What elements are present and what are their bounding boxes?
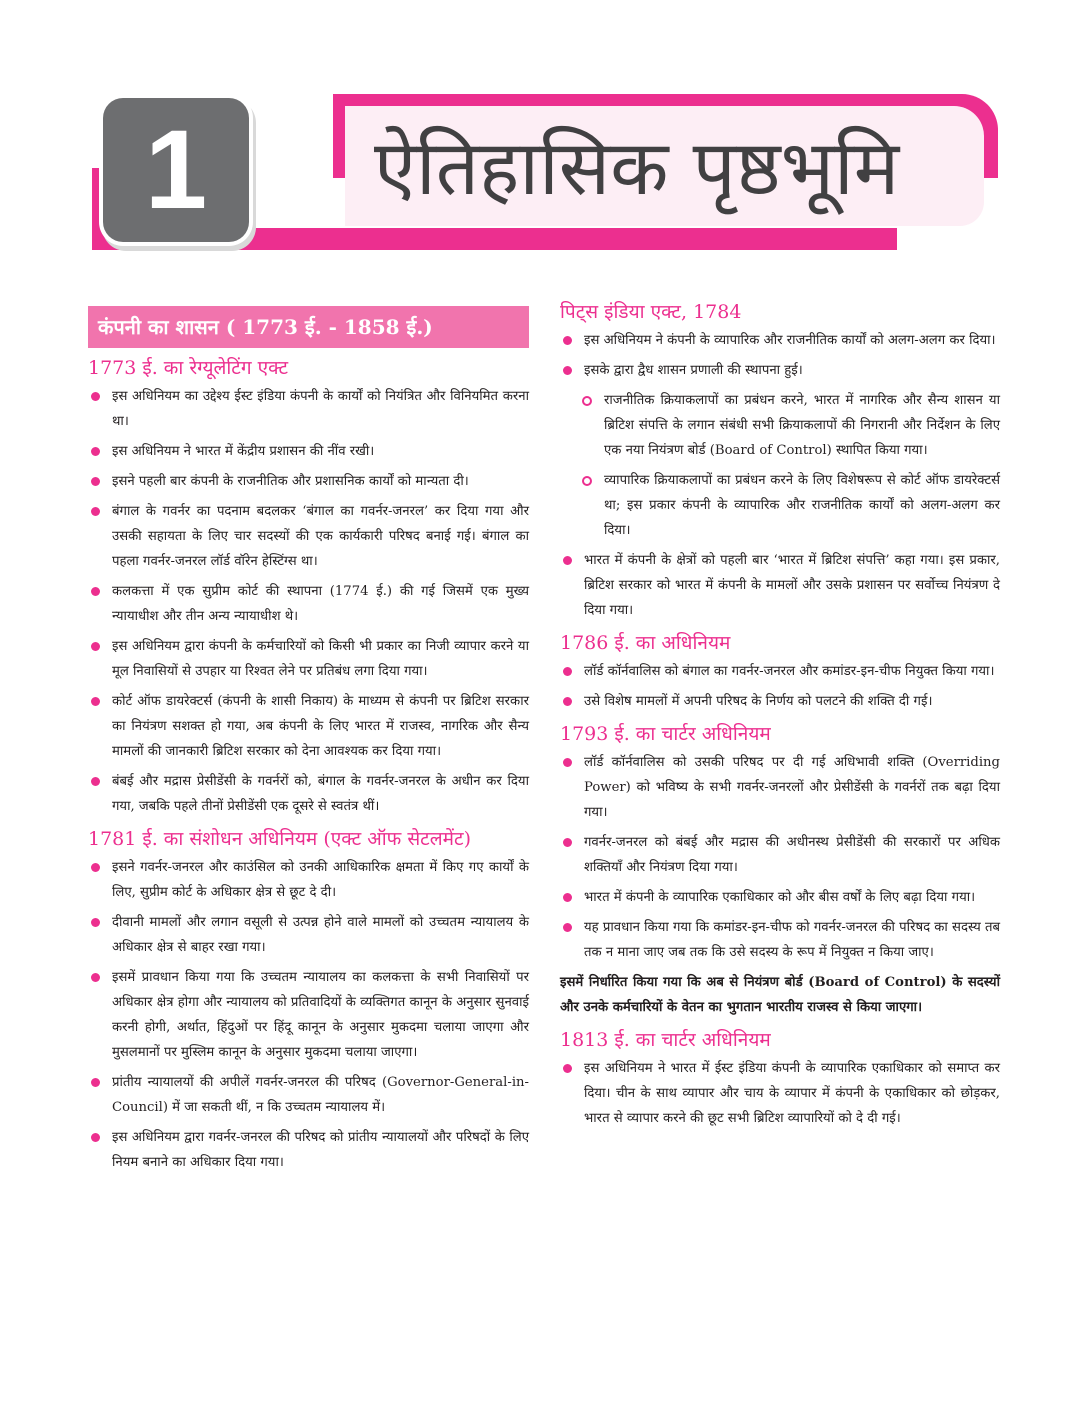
item-text: इस अधिनियम का उद्देश्य ईस्ट इंडिया कंपनी के कार्यों को नियंत्रित और विनियमित करना था। (112, 389, 529, 429)
list-item (560, 689, 1000, 714)
bullet-icon (91, 447, 100, 456)
heading-1813: 1813 ई. का चार्टर अधिनियम (560, 1029, 771, 1051)
circle-bullet-icon (582, 396, 592, 406)
bullet-icon (91, 1078, 100, 1087)
chapter-number: 1 (144, 107, 208, 232)
bullet-icon (563, 923, 572, 932)
bullet-icon (563, 758, 572, 767)
heading-1793: 1793 ई. का चार्टर अधिनियम (560, 723, 771, 745)
list-1786 (560, 659, 1000, 714)
list-pitt (560, 328, 1000, 383)
sublist-pitt (560, 388, 1000, 543)
bullet-icon (563, 667, 572, 676)
list-1793 (560, 750, 1000, 965)
list-item (560, 885, 1000, 910)
bullet-icon (563, 556, 572, 565)
list-item (88, 1125, 529, 1175)
bullet-icon (91, 777, 100, 786)
bullet-icon (91, 507, 100, 516)
item-text: उसे विशेष मामलों में अपनी परिषद के निर्णय को पलटने की शक्ति दी गई। (584, 694, 933, 709)
list-item (88, 1070, 529, 1120)
left-column (88, 298, 529, 1180)
list-item (88, 769, 529, 819)
chapter-number-box (103, 98, 249, 242)
list-item (88, 439, 529, 464)
list-item (560, 830, 1000, 880)
sub-list-item (560, 388, 1000, 463)
item-text: इस अधिनियम ने कंपनी के व्यापारिक और राजनीतिक कार्यों को अलग-अलग कर दिया। (584, 333, 996, 348)
item-text: कोर्ट ऑफ डायरेक्टर्स (कंपनी के शासी निकाय) के माध्यम से कंपनी पर ब्रिटिश सरकार का नियंत्रण सशक्त हो गया, अब कंपनी के लिए भारत में राजस्व, नागरिक और सैन्य मामलों की जानकारी ब्रिटिश सरकार को देना आवश्यक कर दिया गया। (112, 694, 529, 759)
item-text: लॉर्ड कॉर्नवालिस को उसकी परिषद पर दी गई अधिभावी शक्ति (Overriding Power) को भविष्य के सभी गवर्नर-जनरलों और प्रेसीडेंसी के गवर्नरों तक बढ़ा दिया गया। (584, 755, 1000, 820)
bullet-icon (563, 838, 572, 847)
list-item (560, 915, 1000, 965)
bullet-icon (91, 477, 100, 486)
item-text: राजनीतिक क्रियाकलापों का प्रबंधन करने, भारत में नागरिक और सैन्य शासन या ब्रिटिश संपत्ति के लगान संबंधी सभी क्रियाकलापों की निगरानी और निर्देशन के लिए एक नया नियंत्रण बोर्ड (Board of Control) स्थापित किया गया। (604, 393, 1000, 458)
bullet-icon (91, 973, 100, 982)
list-item (560, 659, 1000, 684)
list-item (88, 965, 529, 1065)
item-text: इसके द्वारा द्वैध शासन प्रणाली की स्थापना हुई। (584, 363, 803, 378)
item-text: दीवानी मामलों और लगान वसूली से उत्पन्न होने वाले मामलों को उच्चतम न्यायालय के अधिकार क्षेत्र से बाहर रखा गया। (112, 915, 529, 955)
list-item (560, 548, 1000, 623)
item-text: इसने गवर्नर-जनरल और काउंसिल को उनकी आधिकारिक क्षमता में किए गए कार्यों के लिए, सुप्रीम कोर्ट के अधिकार क्षेत्र से छूट दे दी। (112, 860, 529, 900)
list-1813 (560, 1056, 1000, 1131)
item-text: भारत में कंपनी के क्षेत्रों को पहली बार ‘भारत में ब्रिटिश संपत्ति’ कहा गया। इस प्रकार, ब्रिटिश सरकार को भारत में कंपनी के मामलों और उसके प्रशासन पर सर्वोच्च नियंत्रण दे दिया गया। (584, 553, 1000, 618)
item-text: इसमें प्रावधान किया गया कि उच्चतम न्यायालय का कलकत्ता के सभी निवासियों पर अधिकार क्षेत्र होगा और न्यायालय को प्रतिवादियों के व्यक्तिगत कानून के अनुसार सुनवाई करनी होगी, अर्थात, हिंदुओं पर हिंदू कानून के अनुसार मुकदमा चलाया जाएगा और मुसलमानों पर मुस्लिम कानून के अनुसार मुकदमा चलाया जाएगा। (112, 970, 529, 1060)
item-text: भारत में कंपनी के व्यापारिक एकाधिकार को और बीस वर्षों के लिए बढ़ा दिया गया। (584, 890, 976, 905)
item-text: व्यापारिक क्रियाकलापों का प्रबंधन करने के लिए विशेषरूप से कोर्ट ऑफ डायरेक्टर्स था; इस प्रकार कंपनी के व्यापारिक और राजनीतिक कार्यों को अलग-अलग कर दिया। (604, 473, 1000, 538)
item-text: इस अधिनियम द्वारा गवर्नर-जनरल की परिषद को प्रांतीय न्यायालयों और परिषदों के लिए नियम बनाने का अधिकार दिया गया। (112, 1130, 529, 1170)
list-item (88, 689, 529, 764)
list-item (560, 1056, 1000, 1131)
bullet-icon (91, 392, 100, 401)
bullet-icon (91, 587, 100, 596)
bullet-icon (91, 863, 100, 872)
item-text: यह प्रावधान किया गया कि कमांडर-इन-चीफ को गवर्नर-जनरल की परिषद का सदस्य तब तक न माना जाए जब तक कि उसे सदस्य के रूप में नियुक्त न किया जाए। (584, 920, 1000, 960)
list-item (88, 384, 529, 434)
list-1773 (88, 384, 529, 819)
list-item (560, 358, 1000, 383)
list-item (88, 579, 529, 629)
bullet-icon (563, 1064, 572, 1073)
heading-pitt: पिट्स इंडिया एक्ट, 1784 (560, 301, 742, 323)
heading-1773: 1773 ई. का रेग्यूलेटिंग एक्ट (88, 357, 289, 379)
item-text: इसने पहली बार कंपनी के राजनीतिक और प्रशासनिक कार्यों को मान्यता दी। (112, 474, 469, 489)
item-text: इस अधिनियम द्वारा कंपनी के कर्मचारियों को किसी भी प्रकार का निजी व्यापार करने या मूल निवासियों से उपहार या रिश्वत लेने पर प्रतिबंध लगा दिया गया। (112, 639, 529, 679)
item-text: बंगाल के गवर्नर का पदनाम बदलकर ‘बंगाल का गवर्नर-जनरल’ कर दिया गया और उसकी सहायता के लिए चार सदस्यों की एक कार्यकारी परिषद बनाई गई। बंगाल का पहला गवर्नर-जनरल लॉर्ड वॉरेन हेस्टिंग्स था। (112, 504, 529, 569)
list-item (560, 328, 1000, 353)
bullet-icon (563, 336, 572, 345)
bullet-icon (91, 697, 100, 706)
item-text: इस अधिनियम ने भारत में केंद्रीय प्रशासन की नींव रखी। (112, 444, 375, 459)
right-column (560, 298, 1000, 1136)
item-text: गवर्नर-जनरल को बंबई और मद्रास की अधीनस्थ प्रेसीडेंसी की सरकारों पर अधिक शक्तियाँ और नियंत्रण दिया गया। (584, 835, 1000, 875)
list-item (560, 750, 1000, 825)
bullet-icon (91, 1133, 100, 1142)
bullet-icon (563, 366, 572, 375)
list-item (88, 855, 529, 905)
chapter-title: ऐतिहासिक पृष्ठभूमि (374, 123, 900, 212)
bullet-icon (563, 893, 572, 902)
bullet-icon (91, 642, 100, 651)
list-item (88, 634, 529, 684)
list-item (88, 499, 529, 574)
list-item (88, 469, 529, 494)
bullet-icon (563, 697, 572, 706)
item-text: कलकत्ता में एक सुप्रीम कोर्ट की स्थापना (1774 ई.) की गई जिसमें एक मुख्य न्यायाधीश और तीन अन्य न्यायाधीश थे। (112, 584, 529, 624)
sub-list-item (560, 468, 1000, 543)
heading-1786: 1786 ई. का अधिनियम (560, 632, 731, 654)
list-pitt-last (560, 548, 1000, 623)
circle-bullet-icon (582, 476, 592, 486)
item-text: बंबई और मद्रास प्रेसीडेंसी के गवर्नरों को, बंगाल के गवर्नर-जनरल के अधीन कर दिया गया, जबकि पहले तीनों प्रेसीडेंसी एक दूसरे से स्वतंत्र थीं। (112, 774, 529, 814)
heading-1781: 1781 ई. का संशोधन अधिनियम (एक्ट ऑफ सेटलमेंट) (88, 828, 471, 850)
item-text: प्रांतीय न्यायालयों की अपीलें गवर्नर-जनरल की परिषद (Governor-General-in-Council) में जा सकती थीं, न कि उच्चतम न्यायालय में। (112, 1075, 529, 1115)
item-text: इस अधिनियम ने भारत में ईस्ट इंडिया कंपनी के व्यापारिक एकाधिकार को समाप्त कर दिया। चीन के साथ व्यापार और चाय के व्यापार में कंपनी के एकाधिकार को छोड़कर, भारत से व्यापार करने की छूट सभी ब्रिटिश व्यापारियों को दे दी गई। (584, 1061, 1000, 1126)
list-1781 (88, 855, 529, 1175)
list-item (88, 910, 529, 960)
item-text: लॉर्ड कॉर्नवालिस को बंगाल का गवर्नर-जनरल और कमांडर-इन-चीफ नियुक्त किया गया। (584, 664, 995, 679)
bullet-icon (91, 918, 100, 927)
section-bar: कंपनी का शासन ( 1773 ई. - 1858 ई.) (88, 306, 529, 348)
paragraph-1793: इसमें निर्धारित किया गया कि अब से नियंत्रण बोर्ड (Board of Control) के सदस्यों और उनके कर्मचारियों के वेतन का भुगतान भारतीय राजस्व से किया जाएगा। (560, 975, 1000, 1015)
